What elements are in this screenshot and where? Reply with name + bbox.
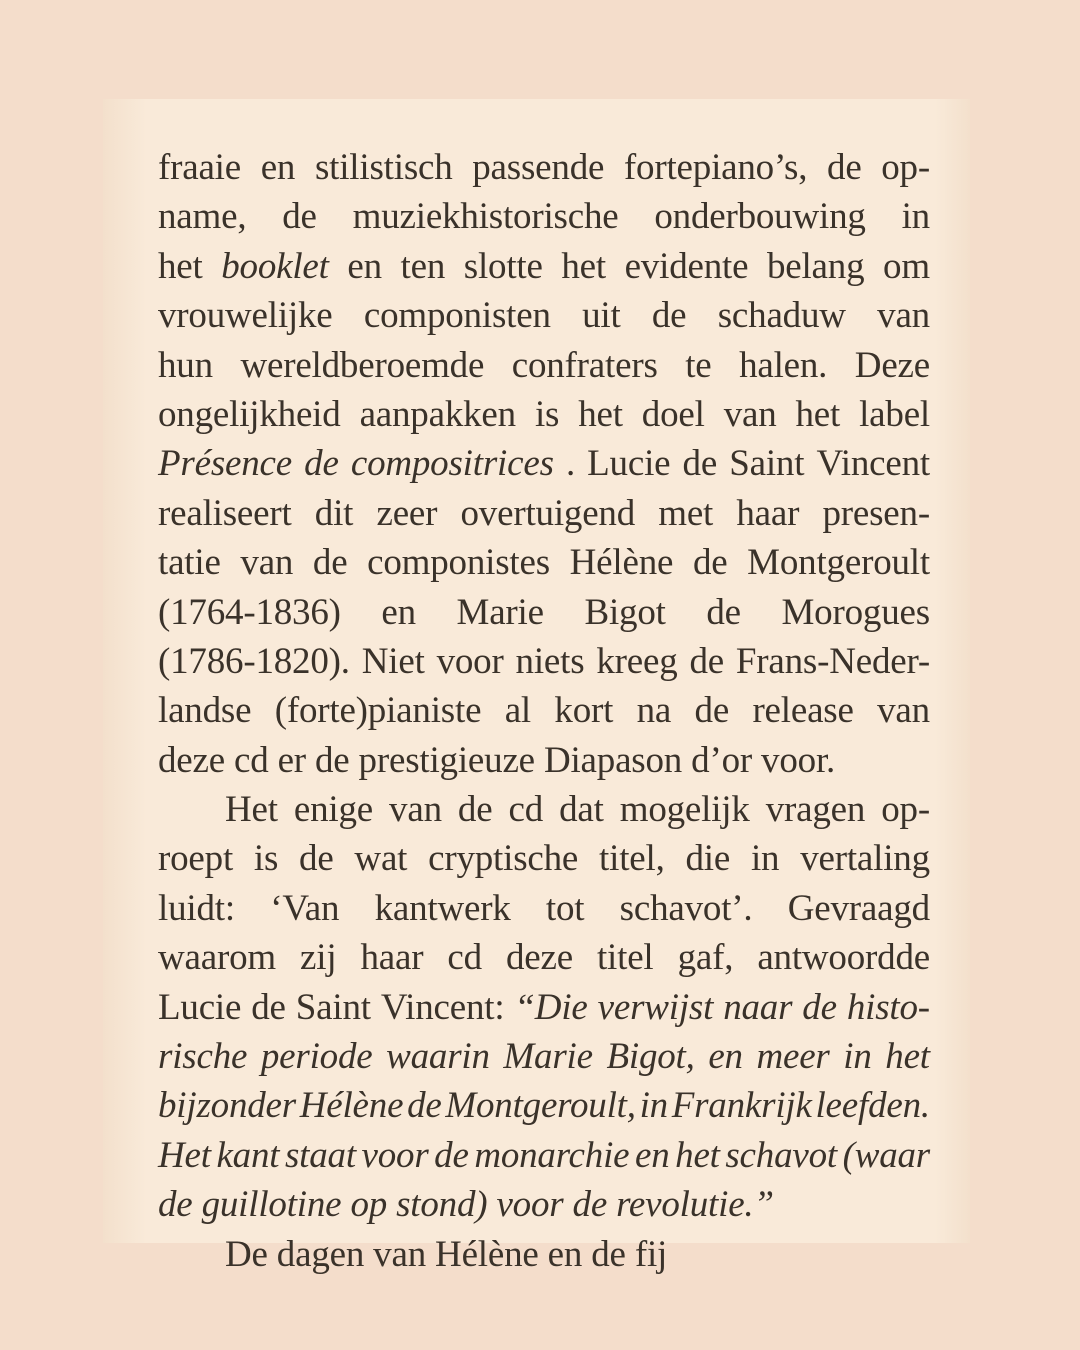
word: Saint — [295, 986, 371, 1028]
word: het — [578, 393, 623, 435]
word: Bigot, — [606, 1036, 695, 1078]
word: de — [251, 986, 286, 1028]
word: uit — [582, 295, 621, 337]
word: de — [304, 443, 339, 485]
word: kant — [216, 1134, 280, 1176]
word: roept — [158, 838, 234, 880]
word: “Die — [514, 986, 588, 1028]
word: enige — [293, 789, 373, 831]
text-line — [158, 834, 930, 883]
word: Frankrijk — [671, 1085, 812, 1127]
word: Lucie — [158, 986, 242, 1028]
word: halen. — [739, 344, 828, 386]
word: Marie — [503, 1036, 593, 1078]
word: ten — [400, 245, 446, 287]
word: Montgeroult — [747, 542, 930, 584]
word: op- — [881, 147, 930, 188]
word: ‘Van — [270, 887, 340, 929]
word: wat — [354, 838, 408, 880]
word: en — [347, 245, 382, 287]
text-line — [158, 1032, 930, 1081]
word: de — [706, 591, 741, 633]
word: passende — [472, 147, 605, 188]
text-line — [158, 489, 930, 538]
text-line — [158, 686, 930, 735]
word: niets — [515, 640, 585, 682]
word: stilistisch — [314, 147, 453, 188]
word: doel — [641, 393, 705, 435]
word: landse — [158, 690, 252, 732]
text-line — [158, 390, 930, 439]
word: . — [565, 443, 575, 485]
word: Deze — [854, 344, 930, 386]
word: ongelijkheid — [158, 393, 341, 435]
word: antwoordde — [757, 937, 930, 979]
text-segment: de guillotine op stond) voor de revolutie.” — [158, 1184, 774, 1226]
word: deze — [505, 937, 573, 979]
word: en — [260, 147, 296, 188]
word: histo- — [846, 986, 930, 1028]
text-line — [158, 588, 930, 637]
word: de — [457, 789, 493, 831]
word: is — [534, 393, 560, 435]
word: het — [675, 1134, 720, 1176]
text-line — [158, 291, 930, 340]
word: rische — [158, 1036, 248, 1078]
text-line-clipped — [158, 1230, 930, 1279]
word: label — [859, 393, 930, 435]
word: in — [750, 838, 780, 880]
text-line — [158, 242, 930, 291]
text-line — [158, 1081, 930, 1130]
word: schavot’. — [619, 887, 753, 929]
word: de — [692, 542, 728, 584]
word: cd — [447, 937, 482, 979]
word: fraaie — [158, 147, 241, 188]
word: van — [877, 295, 930, 337]
text-line — [158, 439, 930, 488]
word: confraters — [511, 344, 658, 386]
word: (forte)pianiste — [274, 690, 482, 732]
word: Marie — [456, 591, 544, 633]
word: (1786-1820). — [158, 640, 350, 682]
word: de — [802, 986, 837, 1028]
word: zeer — [376, 492, 438, 534]
word: Het — [225, 789, 278, 831]
word: en — [708, 1036, 743, 1078]
word: die — [685, 838, 731, 880]
word: compositrices — [350, 443, 554, 485]
text-segment: De dagen van Hélène en de fij — [225, 1233, 668, 1275]
word: van — [723, 393, 777, 435]
word: componistes — [367, 542, 550, 584]
word: kort — [554, 690, 614, 732]
article-text — [158, 143, 930, 1279]
text-line — [158, 1180, 930, 1229]
word: dit — [314, 492, 354, 534]
word: in — [901, 196, 930, 238]
word: monarchie — [474, 1134, 630, 1176]
word: in — [843, 1036, 872, 1078]
word: Présence — [158, 443, 292, 485]
word: de — [827, 147, 862, 188]
word: Gevraagd — [787, 887, 930, 929]
word: en — [635, 1134, 670, 1176]
word: (1764-1836) — [158, 591, 341, 633]
word: waarin — [386, 1036, 490, 1078]
word: Hélène — [299, 1085, 404, 1127]
word: de — [651, 295, 687, 337]
word: onderbouwing — [654, 196, 866, 238]
word: realiseert — [158, 492, 292, 534]
word: muziekhistorische — [352, 196, 619, 238]
word: Vincent — [816, 443, 930, 485]
word: luidt: — [158, 887, 235, 929]
word: de — [689, 640, 724, 682]
word: bijzonder — [158, 1085, 296, 1127]
word: componisten — [363, 295, 551, 337]
word: Montgeroult, — [445, 1085, 636, 1127]
word: verwijst — [597, 986, 714, 1028]
word: belang — [766, 245, 865, 287]
word: Vincent: — [380, 986, 505, 1028]
word: de — [407, 1085, 442, 1127]
word: naar — [723, 986, 793, 1028]
text-line — [158, 1131, 930, 1180]
word: van — [240, 542, 294, 584]
word: tatie — [158, 542, 221, 584]
word: (waar — [842, 1134, 930, 1176]
word: overtuigend — [460, 492, 636, 534]
word: wereldberoemde — [240, 344, 485, 386]
text-line — [158, 983, 930, 1032]
word: de — [434, 1134, 469, 1176]
word: dat — [559, 789, 604, 831]
word: de — [682, 443, 718, 485]
word: Morogues — [781, 591, 930, 633]
word: vrouwelijke — [158, 295, 333, 337]
word: slotte — [463, 245, 543, 287]
word: voor — [361, 1134, 429, 1176]
word: op- — [881, 789, 930, 831]
word: vragen — [765, 789, 866, 831]
word: hun — [158, 344, 213, 386]
word: het — [795, 393, 841, 435]
word: met — [658, 492, 714, 534]
text-line — [158, 143, 930, 192]
word: evidente — [624, 245, 749, 287]
word: Saint — [729, 443, 805, 485]
word: kantwerk — [374, 887, 511, 929]
word: waarom — [158, 937, 276, 979]
word: kreeg — [596, 640, 678, 682]
text-line — [158, 538, 930, 587]
scanned-page — [103, 99, 970, 1275]
word: haar — [736, 492, 800, 534]
word: booklet — [221, 245, 329, 287]
word: periode — [260, 1036, 373, 1078]
text-segment: deze cd er de prestigieuze Diapason d’or voor. — [158, 739, 836, 781]
word: in — [639, 1085, 668, 1127]
word: al — [504, 690, 531, 732]
word: staat — [284, 1134, 356, 1176]
word: Lucie — [587, 443, 671, 485]
word: haar — [360, 937, 424, 979]
word: meer — [756, 1036, 830, 1078]
word: de — [312, 542, 348, 584]
word: schaduw — [717, 295, 846, 337]
word: schavot — [725, 1134, 837, 1176]
text-line — [158, 192, 930, 241]
word: de — [282, 196, 317, 238]
word: gaf, — [677, 937, 734, 979]
word: Hélène — [569, 542, 674, 584]
word: om — [883, 245, 930, 287]
text-line — [158, 736, 930, 785]
text-line — [158, 933, 930, 982]
text-line — [158, 785, 930, 834]
word: zij — [300, 937, 337, 979]
word: vertaling — [800, 838, 930, 880]
text-line — [158, 637, 930, 686]
word: titel — [596, 937, 654, 979]
word: te — [685, 344, 712, 386]
word: mogelijk — [619, 789, 750, 831]
word: voor — [436, 640, 504, 682]
word: presen- — [822, 492, 930, 534]
word: release — [752, 690, 854, 732]
word: cd — [508, 789, 544, 831]
word: en — [381, 591, 416, 633]
word: het — [158, 245, 203, 287]
word: Frans-Neder- — [735, 640, 930, 682]
word: Bigot — [584, 591, 666, 633]
word: titel, — [599, 838, 665, 880]
word: de — [299, 838, 334, 880]
word: fortepiano’s, — [623, 147, 808, 188]
word: Niet — [361, 640, 425, 682]
word: name, — [158, 196, 247, 238]
word: de — [694, 690, 730, 732]
word: van — [389, 789, 442, 831]
word: is — [253, 838, 279, 880]
word: leefden. — [815, 1085, 930, 1127]
word: na — [636, 690, 672, 732]
word: van — [877, 690, 930, 732]
text-line — [158, 884, 930, 933]
word: cryptische — [428, 838, 579, 880]
word: Het — [158, 1134, 211, 1176]
word: aanpakken — [359, 393, 516, 435]
word: tot — [545, 887, 585, 929]
word: het — [561, 245, 606, 287]
word: het — [885, 1036, 930, 1078]
text-line — [158, 341, 930, 390]
